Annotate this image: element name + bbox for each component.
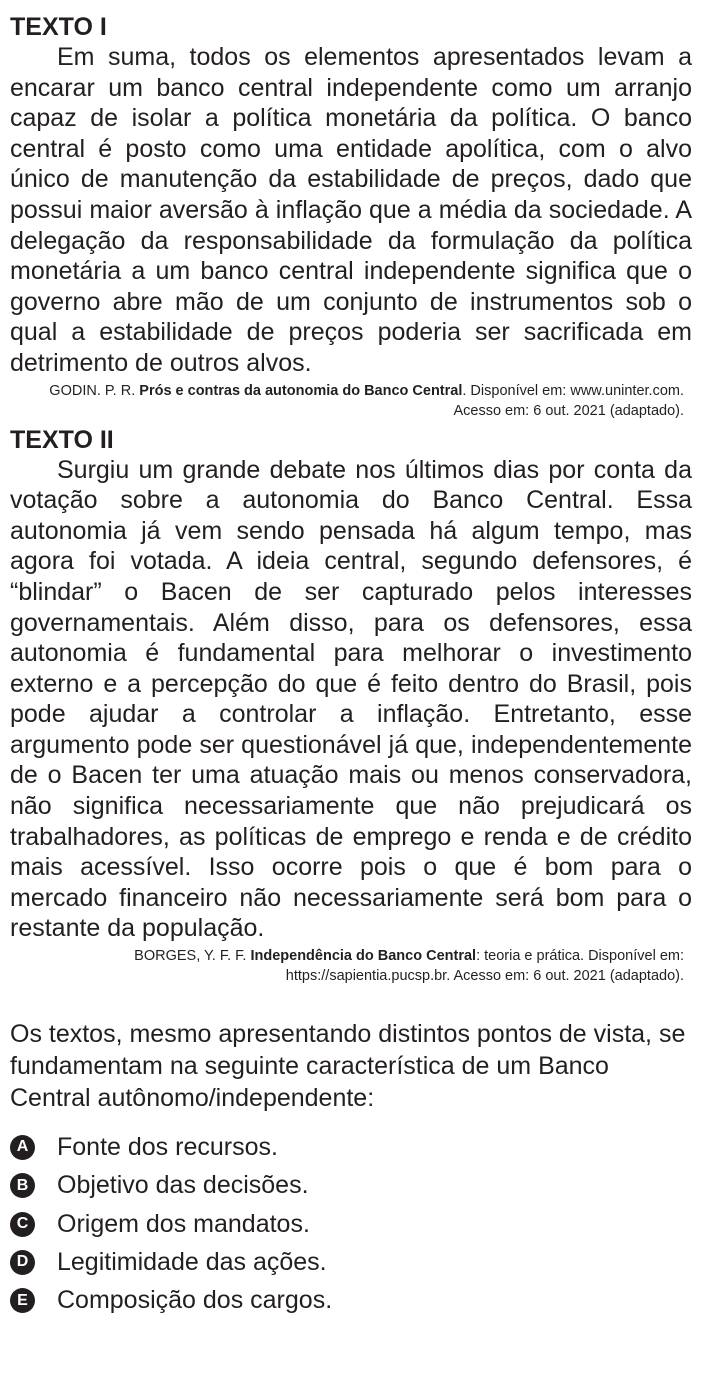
texto-2-section (10, 425, 692, 987)
option-c[interactable] (10, 1205, 692, 1243)
option-b[interactable] (10, 1166, 692, 1204)
texto-1-body: Em suma, todos os elementos apresentados levam a encarar um banco central independente como um arranjo capaz de isolar a política monetária da política. O banco central é posto como uma entidade apolítica, com o alvo único de manutenção da estabilidade de preços, dado que possui maior aversão à inflação que a média da sociedade. A delegação da responsabilidade da formulação da política monetária a um banco central independente significa que o governo abre mão de um conjunto de instrumentos sob o qual a estabilidade de preços poderia ser sacrificada em detrimento de outros alvos. (10, 43, 692, 377)
option-d[interactable] (10, 1243, 692, 1281)
option-a-text: Fonte dos recursos. (57, 1132, 278, 1161)
option-b-letter-badge: B (10, 1173, 35, 1198)
option-e[interactable] (10, 1282, 692, 1320)
option-b-text: Objetivo das decisões. (57, 1171, 309, 1200)
answer-options (10, 1128, 692, 1320)
texto-1-citation (10, 381, 684, 421)
question-prompt: Os textos, mesmo apresentando distintos pontos de vista, se fundamentam na seguinte característica de um Banco Central autônomo/independente: (10, 1020, 686, 1113)
option-a-letter-badge: A (10, 1135, 35, 1160)
option-d-text: Legitimidade das ações. (57, 1247, 327, 1276)
option-e-letter-badge: E (10, 1288, 35, 1313)
texto-1-citation-rest: . Disponível em: www.uninter.com. Acesso em: 6 out. 2021 (adaptado). (453, 382, 684, 419)
texto-2-body: Surgiu um grande debate nos últimos dias por conta da votação sobre a autonomia do Banco Central. Essa autonomia já vem sendo pensada há algum tempo, mas agora foi votada. A ideia central, segundo defensores, é “blindar” o Bacen de ser capturado pelos interesses governamentais. Além disso, para os defensores, essa autonomia é fundamental para melhorar o investimento externo e a percepção do que é feito dentro do Brasil, pois pode ajudar a controlar a inflação. Entretanto, esse argumento pode ser questionável já que, independentemente de o Bacen ter uma atuação mais ou menos conservadora, não significa necessariamente que não prejudicará os trabalhadores, as políticas de emprego e renda e de crédito mais acessível. Isso ocorre pois o que é bom para o mercado financeiro não necessariamente será bom para o restante da população. (10, 455, 692, 943)
option-e-text: Composição dos cargos. (57, 1286, 333, 1315)
option-d-letter-badge: D (10, 1250, 35, 1275)
texto-2-citation-author: BORGES, Y. F. F. (134, 948, 251, 965)
texto-1-section (10, 12, 692, 421)
exam-question-page (0, 12, 702, 1381)
texto-1-heading: TEXTO I (10, 13, 107, 41)
option-a[interactable] (10, 1128, 692, 1166)
option-c-text: Origem dos mandatos. (57, 1209, 310, 1238)
texto-1-citation-author: GODIN. P. R. (49, 382, 140, 399)
texto-2-citation-title: Independência do Banco Central (250, 948, 477, 965)
texto-2-heading: TEXTO II (10, 425, 114, 454)
option-c-letter-badge: C (10, 1212, 35, 1237)
texto-2-citation (10, 946, 684, 986)
texto-2-citation-rest: : teoria e prática. Disponível em: https://sapientia.pucsp.br. Acesso em: 6 out. 2021 (adaptado). (285, 948, 684, 985)
texto-1-citation-title: Prós e contras da autonomia do Banco Central (139, 382, 463, 399)
